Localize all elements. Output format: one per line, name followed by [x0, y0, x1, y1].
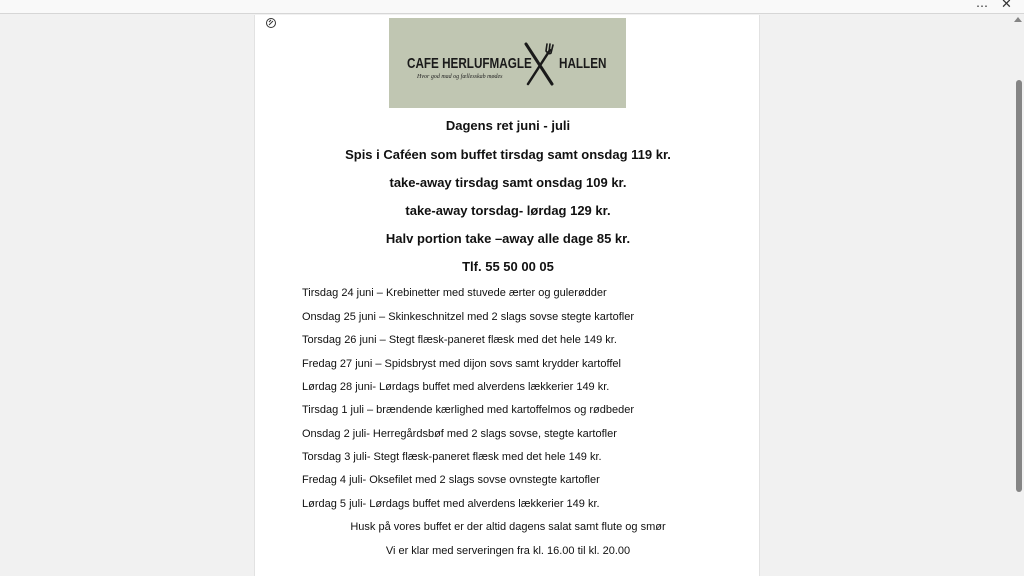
- logo-name-left: CAFE HERLUFMAGLE: [407, 55, 532, 72]
- menu-item: Fredag 27 juni – Spidsbryst med dijon sovs samt krydder kartoffel: [302, 358, 621, 370]
- scrollbar-thumb[interactable]: [1016, 80, 1022, 492]
- top-toolbar: [0, 0, 1024, 14]
- half-portion-price-line: Halv portion take –away alle dage 85 kr.: [385, 231, 631, 246]
- phone-line: Tlf. 55 50 00 05: [462, 259, 554, 274]
- menu-item: Lørdag 28 juni- Lørdags buffet med alverdens lækkerier 149 kr.: [302, 381, 610, 393]
- document-marker-icon: [265, 17, 277, 29]
- menu-item: Onsdag 25 juni – Skinkeschnitzel med 2 slags sovse stegte kartofler: [302, 311, 635, 323]
- serving-hours: Vi er klar med serveringen fra kl. 16.00 til kl. 20.00: [385, 545, 631, 557]
- menu-period-heading: Dagens ret juni - juli: [445, 118, 571, 133]
- takeaway-weekend-price-line: take-away torsdag- lørdag 129 kr.: [405, 203, 611, 218]
- menu-item: Torsdag 3 juli- Stegt flæsk-paneret flæsk med det hele 149 kr.: [302, 451, 602, 463]
- more-options-icon[interactable]: …: [976, 0, 989, 10]
- takeaway-price-line: take-away tirsdag samt onsdag 109 kr.: [389, 175, 627, 190]
- logo-tagline: Hvor god mad og fællesskab mødes: [417, 74, 503, 80]
- menu-item: Tirsdag 24 juni – Krebinetter med stuvede ærter og gulerødder: [302, 287, 607, 299]
- menu-item: Lørdag 5 juli- Lørdags buffet med alverdens lækkerier 149 kr.: [302, 498, 600, 510]
- scroll-up-arrow-icon[interactable]: [1014, 17, 1022, 22]
- cafe-logo-banner: [389, 18, 626, 108]
- logo-name-right: HALLEN: [559, 55, 607, 72]
- buffet-price-line: Spis i Caféen som buffet tirsdag samt onsdag 119 kr.: [345, 147, 671, 162]
- buffet-note: Husk på vores buffet er der altid dagens salat samt flute og smør: [350, 521, 666, 533]
- menu-item: Tirsdag 1 juli – brændende kærlighed med kartoffelmos og rødbeder: [302, 404, 635, 416]
- menu-item: Torsdag 26 juni – Stegt flæsk-paneret flæsk med det hele 149 kr.: [302, 334, 617, 346]
- close-icon[interactable]: ✕: [1001, 0, 1012, 12]
- document-page: [254, 15, 760, 576]
- crossed-knife-fork-icon: [522, 42, 558, 88]
- menu-item: Fredag 4 juli- Oksefilet med 2 slags sovse ovnstegte kartofler: [302, 474, 600, 486]
- menu-item: Onsdag 2 juli- Herregårdsbøf med 2 slags sovse, stegte kartofler: [302, 428, 617, 440]
